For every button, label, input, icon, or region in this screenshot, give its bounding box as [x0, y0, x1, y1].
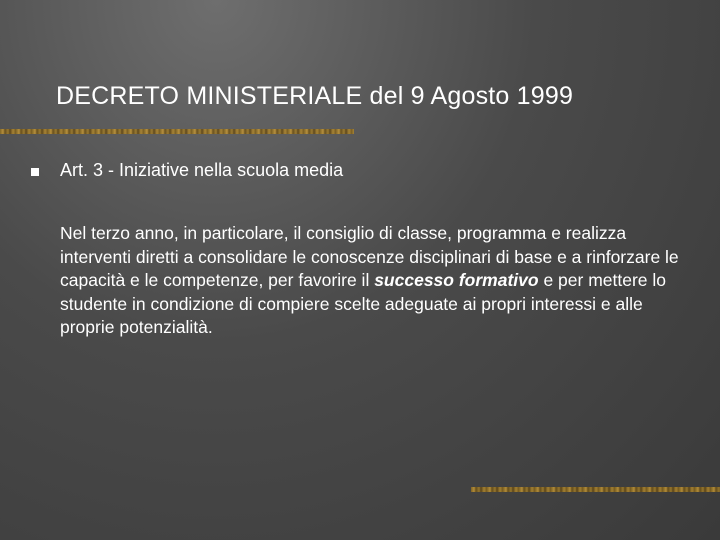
footer-divider [471, 487, 720, 492]
bullet-square-icon [31, 168, 39, 176]
paragraph-text-after: e per mettere lo studente in condizione di compiere scelte adeguate ai propri interessi e alle proprie potenzialità. [60, 270, 666, 337]
paragraph-text-before: Nel terzo anno, in particolare, il consiglio di classe, programma e realizza interventi diretti a consolidare le conoscenze disciplinari di base e a rinforzare le capacità e le competenze, per favorire il [60, 223, 679, 290]
title-divider [0, 129, 354, 134]
body-paragraph [60, 222, 680, 340]
slide-title: DECRETO MINISTERIALE del 9 Agosto 1999 [56, 82, 574, 110]
bullet-heading: Art. 3 - Iniziative nella scuola media [60, 160, 344, 180]
paragraph-emphasis: successo formativo [374, 270, 539, 290]
